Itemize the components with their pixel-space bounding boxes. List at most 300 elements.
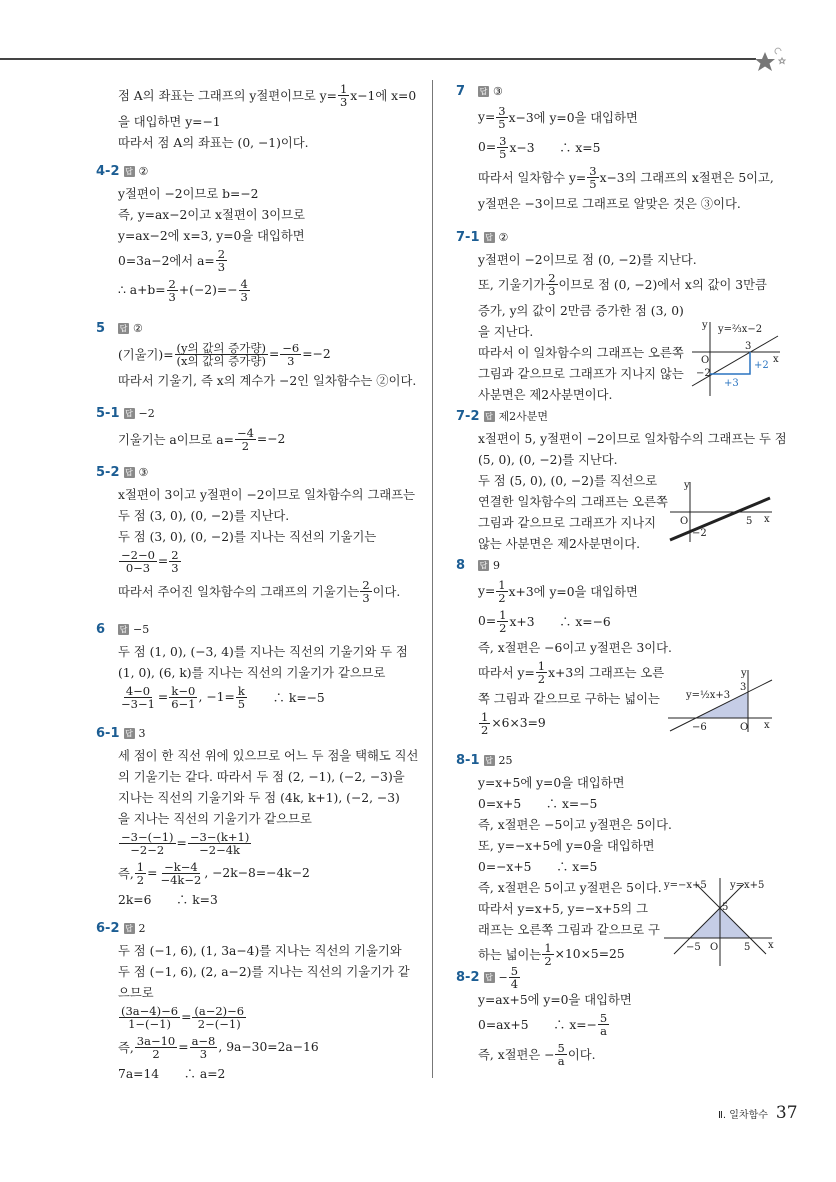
solution-line xyxy=(118,682,408,712)
text-run: 이다. xyxy=(567,1048,596,1062)
solution-6-2 xyxy=(96,917,410,1083)
denominator: 2 xyxy=(136,872,145,887)
answer-icon: 답 xyxy=(485,232,493,242)
numerator: −3−(−1) xyxy=(121,829,174,844)
graph-8 xyxy=(668,666,776,734)
text-run: 0=−x+5 ∴ x=5 xyxy=(478,859,598,874)
column-divider xyxy=(432,80,433,1078)
numerator: −k−4 xyxy=(164,859,198,874)
text-run: ③ xyxy=(138,465,149,479)
tick-label: −6 xyxy=(692,722,707,733)
fraction xyxy=(167,278,178,303)
solution-header xyxy=(96,160,305,182)
solution-line xyxy=(118,828,418,858)
text-run: 따라서 일차함수 y= xyxy=(478,171,587,185)
fraction xyxy=(216,248,227,273)
denominator: 2−(−1) xyxy=(197,1016,241,1031)
text-run: ② xyxy=(133,321,143,335)
tick-label: −2 xyxy=(696,368,711,379)
problem-number: 6 xyxy=(96,621,106,637)
solution-line xyxy=(118,110,416,131)
numerator: 2 xyxy=(548,270,556,285)
text-run: = xyxy=(147,866,158,880)
answer-icon: 답 xyxy=(125,728,133,738)
x-label: x xyxy=(768,940,774,951)
text-run: 점 A의 좌표는 그래프의 y절편이므로 y= xyxy=(118,89,337,103)
fraction xyxy=(536,660,547,685)
numerator: 5 xyxy=(510,963,519,978)
solution-line xyxy=(118,182,305,203)
text-run: 두 점 (1, 0), (−3, 4)를 지나는 직선의 기울기와 두 점 xyxy=(118,644,408,659)
text-run: = xyxy=(181,1010,192,1024)
denominator: 3 xyxy=(240,289,248,304)
text-run: 즉, x절편은 5이고 y절편은 5이다. xyxy=(478,880,662,895)
numerator: 3 xyxy=(499,133,507,148)
text-run: 0=x+5 ∴ x=−5 xyxy=(478,796,598,811)
solution-line xyxy=(118,661,408,682)
text-run: 의 기울기는 같다. 따라서 두 점 (2, −1), (−2, −3)을 xyxy=(118,769,405,784)
text-run: 사분면은 제2사분면이다. xyxy=(478,387,613,402)
solution-line xyxy=(118,786,418,807)
text-run: 7a=14 ∴ a=2 xyxy=(118,1066,226,1081)
solution-line xyxy=(478,576,672,606)
denominator: 2 xyxy=(152,1046,160,1061)
numerator: 2 xyxy=(171,547,179,562)
text-run: 즉, x절편은 −6이고 y절편은 3이다. xyxy=(478,640,672,655)
answer-value xyxy=(139,407,155,420)
solution-line xyxy=(478,855,672,876)
answer-icon: 답 xyxy=(119,323,128,333)
fraction xyxy=(280,342,301,367)
denominator: a xyxy=(600,1023,607,1038)
numerator: 3a−10 xyxy=(136,1033,176,1048)
solution-header xyxy=(96,461,415,483)
fraction xyxy=(338,83,349,108)
graph-7-2 xyxy=(668,478,776,544)
problem-number: 5-2 xyxy=(96,464,120,480)
answer-icon: 답 xyxy=(479,560,488,570)
tick-label: 3 xyxy=(740,682,747,693)
equation-label: y=⅔x−2 xyxy=(718,324,763,335)
fraction xyxy=(587,165,598,190)
denominator: 0−3 xyxy=(125,560,151,575)
solution-8 xyxy=(456,554,672,738)
solution-5 xyxy=(96,317,417,390)
fraction xyxy=(119,685,157,710)
solution-header xyxy=(96,317,416,339)
solution-header xyxy=(456,405,787,427)
text-run: =−2 xyxy=(302,347,331,361)
fraction xyxy=(188,831,251,856)
y-label: y xyxy=(741,668,747,679)
solution-line xyxy=(118,203,305,224)
denominator: 1−(−1) xyxy=(128,1016,171,1031)
text-run: 하는 넓이는 xyxy=(478,948,542,962)
answer-icon: 답 xyxy=(479,86,488,96)
denominator: 6−1 xyxy=(171,696,196,711)
solution-header xyxy=(456,554,672,576)
solution-5-1 xyxy=(96,402,286,454)
solution-line xyxy=(118,369,416,390)
text-run: y= xyxy=(478,584,496,598)
y-label: y xyxy=(684,480,690,491)
numerator: −3−(k+1) xyxy=(189,829,250,844)
numerator: 1 xyxy=(544,940,552,955)
denominator: 5 xyxy=(237,696,246,711)
text-run: 따라서 주어진 일차함수의 그래프의 기울기는 xyxy=(118,585,360,599)
tick-label: 3 xyxy=(745,341,752,352)
answer-icon: 답 xyxy=(485,972,493,982)
denominator: 4 xyxy=(510,976,519,991)
text-run: y=ax+5에 y=0을 대입하면 xyxy=(478,992,632,1007)
solution-line xyxy=(478,248,767,269)
solution-line xyxy=(478,813,672,834)
answer-icon: 답 xyxy=(125,166,133,176)
answer-value xyxy=(499,231,509,244)
solution-header xyxy=(456,80,774,102)
answer-value xyxy=(499,408,549,424)
solution-line xyxy=(118,483,415,504)
text-run: −2 xyxy=(138,406,155,420)
text-run: y= xyxy=(478,110,496,124)
graph-line xyxy=(670,680,772,731)
tick-label: 5 xyxy=(722,902,729,913)
numerator: k−0 xyxy=(171,683,196,698)
numerator: (a−2)−6 xyxy=(194,1003,245,1018)
text-run: 지나는 직선의 기울기와 두 점 (4k, k+1), (−2, −3) xyxy=(118,790,400,805)
text-run: y=x+5에 y=0을 대입하면 xyxy=(478,775,625,790)
equation-label: y=½x+3 xyxy=(686,690,731,701)
solution-line xyxy=(478,988,632,1009)
origin-label: O xyxy=(740,722,749,733)
text-run: 쪽 그림과 같으므로 구하는 넓이는 xyxy=(478,691,660,706)
text-run: − xyxy=(498,970,508,984)
answer-icon: 답 xyxy=(485,755,493,765)
text-run: x−3 ∴ x=5 xyxy=(509,141,601,155)
fraction xyxy=(497,135,508,160)
solution-line xyxy=(118,131,416,152)
text-run: 따라서 점 A의 좌표는 (0, −1)이다. xyxy=(118,135,309,150)
text-run: 즉, x절편은 −5이고 y절편은 5이다. xyxy=(478,817,672,832)
text-run: 을 대입하면 y=−1 xyxy=(118,114,221,129)
solution-line xyxy=(118,504,415,525)
solution-line xyxy=(478,771,672,792)
solution-header xyxy=(456,963,632,991)
equation-label: y=−x+5 xyxy=(664,880,707,891)
fraction xyxy=(135,861,146,886)
solution-line xyxy=(118,807,418,828)
text-run: 으므로 xyxy=(118,985,154,1000)
answer-value xyxy=(139,466,149,479)
denominator: 2 xyxy=(499,620,507,635)
solution-5-2 xyxy=(96,461,415,606)
graph-line xyxy=(674,884,744,954)
text-run: 을 지난다. xyxy=(478,324,534,339)
solution-intro xyxy=(118,80,416,152)
text-run: 래프는 오른쪽 그림과 같으므로 구 xyxy=(478,922,660,937)
answer-icon: 답 xyxy=(125,923,133,933)
y-label: y xyxy=(702,320,708,331)
problem-number: 8-2 xyxy=(456,969,480,985)
fraction xyxy=(119,1005,180,1030)
numerator: −2−0 xyxy=(121,547,155,562)
text-run: 즉, x절편은 − xyxy=(478,1048,555,1062)
solution-header xyxy=(456,226,767,248)
text-run: x−3에 y=0을 대입하면 xyxy=(508,111,638,125)
numerator: −6 xyxy=(282,340,300,355)
rise-label: +2 xyxy=(754,360,769,371)
fraction xyxy=(135,1035,177,1060)
chapter-title: Ⅱ. 일차함수 xyxy=(718,1110,768,1121)
x-label: x xyxy=(764,514,770,525)
solution-line xyxy=(478,1009,632,1039)
text-run: 않는 사분면은 제2사분면이다. xyxy=(478,536,641,551)
denominator: (x의 값의 증가량) xyxy=(176,353,266,368)
text-run: x−3의 그래프의 x절편은 5이고, xyxy=(599,171,774,185)
fraction xyxy=(509,965,520,990)
text-run: ② xyxy=(498,230,509,244)
numerator: a−8 xyxy=(191,1033,216,1048)
solution-line xyxy=(478,876,672,897)
text-run: (기울기)= xyxy=(118,348,174,362)
numerator: −4 xyxy=(236,425,254,440)
fraction xyxy=(479,711,490,736)
text-run: (1, 0), (6, k)를 지나는 직선의 기울기가 같으므로 xyxy=(118,665,386,680)
text-run: x+3 ∴ x=−6 xyxy=(509,615,611,629)
text-run: , −1= xyxy=(198,690,235,704)
text-run: =−2 xyxy=(256,432,286,446)
page-footer xyxy=(718,1103,798,1123)
text-run: 세 점이 한 직선 위에 있으므로 어느 두 점을 택해도 직선 xyxy=(118,748,419,763)
tick-label: 5 xyxy=(744,942,751,953)
text-run: , −2k−8=−4k−2 xyxy=(204,866,310,880)
solution-line xyxy=(478,606,672,636)
answer-icon: 답 xyxy=(125,408,133,418)
problem-number: 6-2 xyxy=(96,920,120,936)
solution-line xyxy=(118,888,418,909)
solution-line xyxy=(478,792,672,813)
text-run: ② xyxy=(138,164,149,178)
origin-label: O xyxy=(710,942,719,953)
numerator: 5 xyxy=(557,1040,565,1055)
text-run: 또, 기울기가 xyxy=(478,278,546,292)
problem-number: 5 xyxy=(96,320,106,336)
solution-line xyxy=(118,939,410,960)
text-run: 즉, y=ax−2이고 x절편이 3이므로 xyxy=(118,207,305,222)
text-run: 을 지나는 직선의 기울기가 같으므로 xyxy=(118,811,312,826)
text-run: 그림과 같으므로 그래프가 지나지 xyxy=(478,515,657,530)
answer-icon: 답 xyxy=(125,467,133,477)
answer-icon: 답 xyxy=(119,624,128,634)
denominator: 3 xyxy=(168,289,176,304)
text-run: 이므로 점 (0, −2)에서 x의 값이 3만큼 xyxy=(558,278,767,292)
fraction xyxy=(236,685,247,710)
answer-value xyxy=(139,165,149,178)
text-run: y절편이 −2이므로 점 (0, −2)를 지난다. xyxy=(478,252,697,267)
denominator: −2−2 xyxy=(130,842,165,857)
run-label: +3 xyxy=(724,378,739,389)
solution-8-1 xyxy=(456,749,672,969)
solution-line xyxy=(478,657,672,687)
solution-line xyxy=(118,640,408,661)
solution-line xyxy=(118,576,415,606)
problem-number: 7-2 xyxy=(456,408,480,424)
numerator: 1 xyxy=(498,577,506,592)
text-run: 증가, y의 값이 2만큼 증가한 점 (3, 0) xyxy=(478,303,684,318)
numerator: 1 xyxy=(136,859,145,874)
solution-line xyxy=(118,765,418,786)
graph-7-1 xyxy=(688,318,784,398)
text-run: 0=ax+5 ∴ x=− xyxy=(478,1018,597,1032)
solution-4-2 xyxy=(96,160,305,305)
text-run: 연결한 일차함수의 그래프는 오른쪽 xyxy=(478,494,668,509)
text-run: 두 점 (3, 0), (0, −2)를 지난다. xyxy=(118,508,290,523)
solution-line xyxy=(478,448,787,469)
denominator: 2 xyxy=(537,671,546,686)
page-number: 37 xyxy=(775,1103,798,1123)
solution-line xyxy=(478,269,767,299)
solution-header xyxy=(96,917,410,939)
tick-label: 5 xyxy=(746,516,753,527)
answer-value xyxy=(139,922,146,935)
text-run: x절편이 5, y절편이 −2이므로 일차함수의 그래프는 두 점 xyxy=(478,431,787,446)
text-run: 즉, xyxy=(118,1041,134,1055)
text-run: 기울기는 a이므로 a= xyxy=(118,433,234,447)
graph-8-1 xyxy=(664,874,778,968)
fraction xyxy=(192,1005,246,1030)
numerator: 1 xyxy=(481,709,489,724)
denominator: −2−4k xyxy=(199,842,240,857)
solution-line xyxy=(118,80,416,110)
origin-label: O xyxy=(701,355,710,366)
text-run: +(−2)=− xyxy=(178,283,238,297)
numerator: (3a−4)−6 xyxy=(121,1003,179,1018)
answer-value xyxy=(499,754,513,767)
solution-line xyxy=(478,162,774,192)
problem-number: 8 xyxy=(456,557,466,573)
solution-7 xyxy=(456,80,774,213)
solution-line xyxy=(478,1039,632,1069)
answer-value xyxy=(493,559,500,572)
text-run: 따라서 y=x+5, y=−x+5의 그 xyxy=(478,901,648,916)
text-run: 3 xyxy=(138,726,146,740)
text-run: x+3에 y=0을 대입하면 xyxy=(508,585,638,599)
solution-line xyxy=(478,427,787,448)
answer-value xyxy=(139,727,146,740)
solution-line xyxy=(478,708,672,738)
text-run: 제2사분면 xyxy=(498,410,549,423)
denominator: 5 xyxy=(589,176,597,191)
tick-label: −5 xyxy=(686,942,701,953)
text-run: 9 xyxy=(493,558,500,572)
solution-line xyxy=(118,1002,410,1032)
fraction xyxy=(598,1012,609,1037)
star-decoration-icon xyxy=(752,46,792,76)
text-run: ×10×5=25 xyxy=(554,947,625,961)
problem-number: 7-1 xyxy=(456,229,480,245)
text-run: , 9a−30=2a−16 xyxy=(218,1040,319,1054)
fraction xyxy=(497,609,508,634)
text-run: 두 점 (5, 0), (0, −2)를 직선으로 xyxy=(478,473,658,488)
text-run: 2 xyxy=(138,921,146,935)
text-run: 즉, xyxy=(118,867,134,881)
denominator: 3 xyxy=(199,1046,208,1061)
numerator: 2 xyxy=(168,276,176,291)
text-run: 따라서 y= xyxy=(478,666,535,680)
solution-line xyxy=(478,102,774,132)
text-run: 따라서 기울기, 즉 x의 계수가 −2인 일차함수는 ②이다. xyxy=(118,373,417,388)
solution-6 xyxy=(96,618,408,712)
text-run: 그림과 같으므로 그래프가 지나지 않는 xyxy=(478,366,684,381)
denominator: 2 xyxy=(498,590,506,605)
text-run: 또, y=−x+5에 y=0을 대입하면 xyxy=(478,838,655,853)
solution-line xyxy=(118,858,418,888)
denominator: 2 xyxy=(241,438,250,453)
numerator: 4−0 xyxy=(125,683,151,698)
denominator: −4k−2 xyxy=(160,872,202,887)
denominator: 2 xyxy=(544,953,552,968)
text-run: 두 점 (−1, 6), (1, 3a−4)를 지나는 직선의 기울기와 xyxy=(118,943,402,958)
answer-icon: 답 xyxy=(485,411,493,421)
problem-number: 8-1 xyxy=(456,752,480,768)
numerator: 1 xyxy=(339,81,348,96)
fraction xyxy=(169,549,180,574)
text-run: ∴ a+b= xyxy=(118,283,166,297)
tick-label: −2 xyxy=(692,528,707,539)
text-run: 0= xyxy=(478,140,497,154)
solution-line xyxy=(478,834,672,855)
text-run: 25 xyxy=(498,753,513,767)
denominator: a xyxy=(557,1053,565,1068)
text-run: = xyxy=(268,347,280,361)
denominator: 3 xyxy=(339,94,348,109)
text-run: 0= xyxy=(478,614,497,628)
origin-label: O xyxy=(680,516,689,527)
denominator: 3 xyxy=(362,590,370,605)
text-run: 두 점 (3, 0), (0, −2)를 지나는 직선의 기울기는 xyxy=(118,529,377,544)
x-label: x xyxy=(764,720,770,731)
fraction xyxy=(239,278,250,303)
numerator: 3 xyxy=(589,163,597,178)
answer-value xyxy=(493,85,503,98)
fraction xyxy=(555,1042,566,1067)
fraction xyxy=(496,579,507,604)
numerator: k xyxy=(237,683,245,698)
solution-line xyxy=(118,275,305,305)
numerator: 3 xyxy=(498,103,506,118)
answer-value xyxy=(133,322,143,335)
header-rule xyxy=(0,58,756,60)
fraction xyxy=(119,831,176,856)
text-run: ③ xyxy=(493,84,503,98)
solution-line xyxy=(478,132,774,162)
numerator: 1 xyxy=(499,607,507,622)
numerator: (y의 값의 증가량) xyxy=(176,340,266,355)
solution-line xyxy=(118,744,418,765)
fraction xyxy=(119,549,157,574)
text-run: 0=3a−2에서 a= xyxy=(118,254,215,268)
denominator: 5 xyxy=(498,116,506,131)
denominator: 5 xyxy=(499,146,507,161)
equation-label: y=x+5 xyxy=(730,880,765,891)
text-run: x절편이 3이고 y절편이 −2이므로 일차함수의 그래프는 xyxy=(118,487,415,502)
denominator: −3−1 xyxy=(121,696,155,711)
solution-line xyxy=(118,1062,410,1083)
denominator: 3 xyxy=(217,259,226,274)
solution-line xyxy=(478,918,672,939)
fraction xyxy=(542,942,553,967)
solution-line xyxy=(478,192,774,213)
